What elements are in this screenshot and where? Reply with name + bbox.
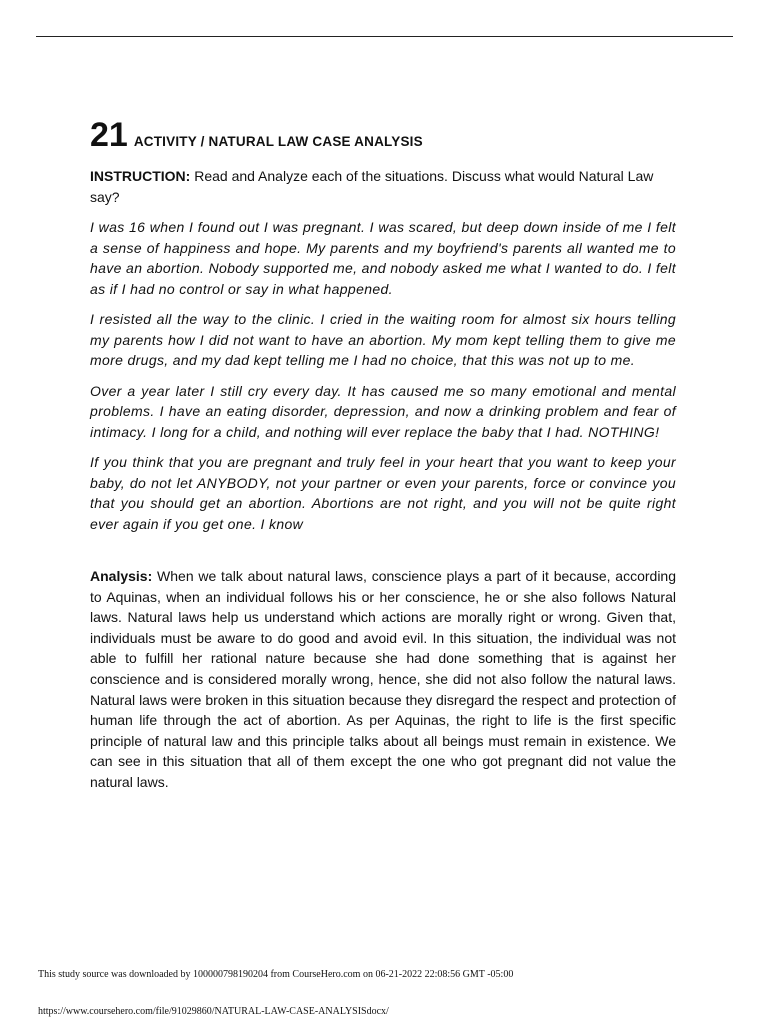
analysis-label: Analysis: — [90, 568, 153, 584]
top-divider — [36, 36, 733, 37]
download-notice: This study source was downloaded by 100000798190204 from CourseHero.com on 06-21-2022 22:08:56 GMT -05:00 — [38, 969, 514, 980]
activity-heading — [90, 118, 676, 152]
document-page — [90, 118, 676, 807]
instruction-label: INSTRUCTION: — [90, 168, 191, 184]
analysis-text: When we talk about natural laws, conscience plays a part of it because, according to Aquinas, when an individual follows his or her conscience, he or she also follows Natural laws. Natural laws help us understand which actions are morally right or wrong. Given that, individuals must be aware to do good and avoid evil. In this situation, the individual was not able to fulfill her rational nature because she had done something that is against her conscience and is considered morally wrong, hence, she did not also follow the natural laws. Natural laws were broken in this situation because they disregard the respect and protection of human life through the act of abortion. As per Aquinas, the right to life is the first specific principle of natural law and this principle talks about all beings must remain in existence. We can see in this situation that all of them except the one who got pregnant did not value the natural laws. — [90, 568, 676, 790]
analysis-paragraph — [90, 566, 676, 793]
story-paragraph: I resisted all the way to the clinic. I cried in the waiting room for almost six hours telling my parents how I did not want to have an abortion. My mom kept telling them to give me more drugs, and my dad kept telling me I had no choice, that this was not up to me. — [90, 311, 676, 368]
case-story — [90, 217, 676, 534]
story-paragraph: Over a year later I still cry every day. It has caused me so many emotional and mental problems. I have an eating disorder, depression, and now a drinking problem and fear of intimacy. I long for a child, and nothing will ever replace the baby that I had. NOTHING! — [90, 382, 676, 440]
story-paragraph: I was 16 when I found out I was pregnant. I was scared, but deep down inside of me I felt a sense of happiness and hope. My parents and my boyfriend's parents all wanted me to have an abortion. Nobody supported me, and nobody asked me what I wanted to do. I felt as if I had no control or say in what happened. — [90, 219, 676, 297]
story-paragraph: If you think that you are pregnant and truly feel in your heart that you want to keep your baby, do not let ANYBODY, not your partner or even your parents, force or convince you that you should get an abortion. Abortions are not right, and you will not be quite right ever again if you get one. I know — [90, 454, 676, 532]
source-url-link[interactable]: https://www.coursehero.com/file/91029860/NATURAL-LAW-CASE-ANALYSISdocx/ — [38, 1006, 389, 1017]
activity-number: 21 — [90, 116, 128, 154]
instruction-paragraph — [90, 166, 676, 207]
activity-title: ACTIVITY / NATURAL LAW CASE ANALYSIS — [133, 134, 423, 149]
instruction-text: Read and Analyze each of the situations. Discuss what would Natural Law say? — [90, 168, 654, 205]
